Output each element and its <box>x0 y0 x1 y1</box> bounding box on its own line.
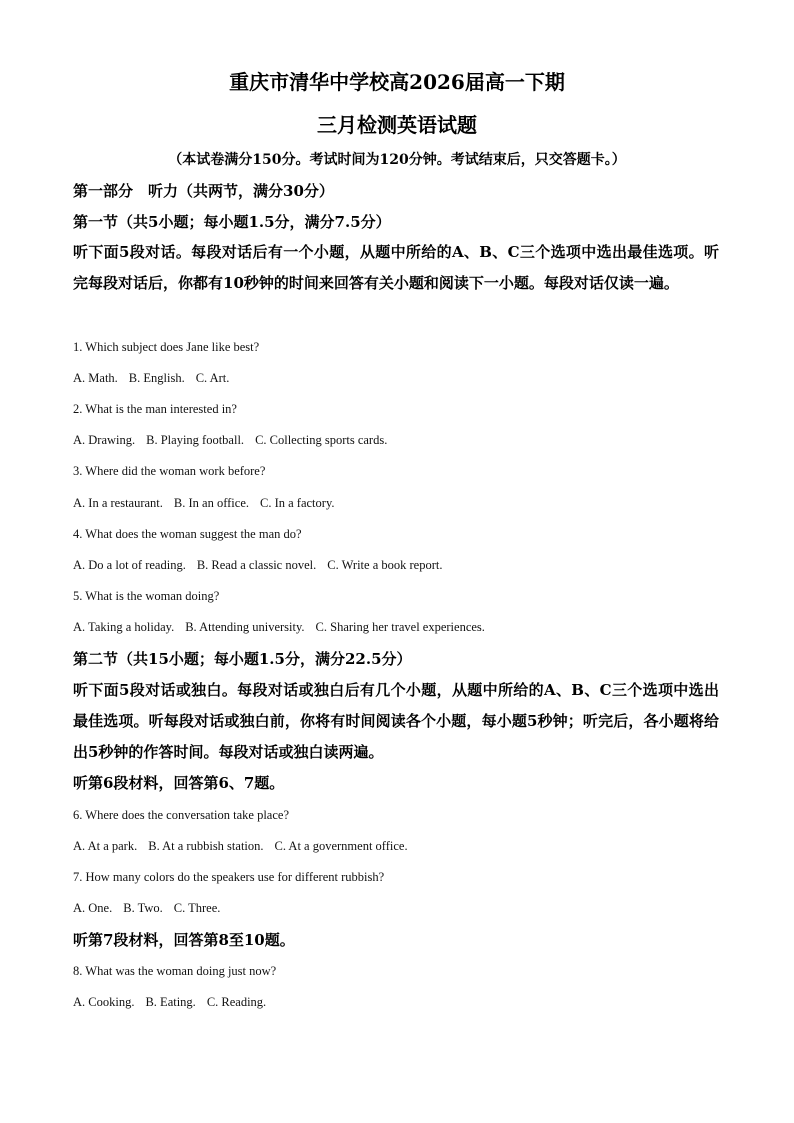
question-1-options <box>73 370 240 386</box>
question-2-option-b: B. Playing football. <box>146 433 245 447</box>
question-3-option-a: A. In a restaurant. <box>73 496 163 510</box>
exam-title-line1: 重庆市清华中学校高2026届高一下期 <box>229 70 565 94</box>
question-6-options <box>73 838 419 854</box>
question-2-stem: 2. What is the man interested in? <box>73 402 237 416</box>
question-1-option-b: B. English. <box>128 371 185 385</box>
section2-heading: 第二节（共15小题；每小题1.5分，满分22.5分） <box>73 650 412 668</box>
question-4-option-c: C. Write a book report. <box>327 558 443 572</box>
question-4-option-a: A. Do a lot of reading. <box>73 558 186 572</box>
question-2-option-a: A. Drawing. <box>73 433 136 447</box>
question-5-option-c: C. Sharing her travel experiences. <box>315 620 485 634</box>
question-6-stem: 6. Where does the conversation take place? <box>73 808 289 822</box>
exam-title-line2: 三月检测英语试题 <box>317 113 477 137</box>
exam-note: （本试卷满分150分。考试时间为120分钟。考试结束后，只交答题卡。） <box>168 152 626 168</box>
question-1-option-a: A. Math. <box>73 371 118 385</box>
material7-heading: 听第7段材料，回答第8至10题。 <box>73 931 295 949</box>
question-7-options <box>73 900 231 916</box>
question-3-option-b: B. In an office. <box>173 496 249 510</box>
question-7-option-c: C. Three. <box>173 901 221 915</box>
question-5-options <box>73 619 496 635</box>
question-8-option-b: B. Eating. <box>145 995 196 1009</box>
question-1-stem: 1. Which subject does Jane like best? <box>73 340 260 354</box>
question-2-option-c: C. Collecting sports cards. <box>255 433 388 447</box>
question-7-stem: 7. How many colors do the speakers use for different rubbish? <box>73 870 385 884</box>
question-4-options <box>73 557 453 573</box>
section1-heading: 第一节（共5小题；每小题1.5分，满分7.5分） <box>73 213 391 231</box>
material6-heading: 听第6段材料，回答第6、7题。 <box>73 774 285 792</box>
question-1-option-c: C. Art. <box>195 371 230 385</box>
question-6-option-c: C. At a government office. <box>274 839 408 853</box>
question-8-option-c: C. Reading. <box>206 995 267 1009</box>
part1-heading: 第一部分 听力（共两节，满分30分） <box>73 182 334 200</box>
question-3-options <box>73 495 346 511</box>
question-4-option-b: B. Read a classic novel. <box>196 558 317 572</box>
question-7-option-b: B. Two. <box>123 901 163 915</box>
question-5-option-b: B. Attending university. <box>185 620 305 634</box>
question-3-stem: 3. Where did the woman work before? <box>73 464 266 478</box>
section1-instructions: 听下面5段对话。每段对话后有一个小题，从题中所给的A、B、C三个选项中选出最佳选项。听完每段对话后，你都有10秒钟的时间来回答有关小题和阅读下一小题。每段对话仅读一遍。 <box>73 243 719 292</box>
question-6-option-b: B. At a rubbish station. <box>148 839 264 853</box>
question-8-stem: 8. What was the woman doing just now? <box>73 964 277 978</box>
question-5-stem: 5. What is the woman doing? <box>73 589 220 603</box>
section2-instructions: 听下面5段对话或独白。每段对话或独白后有几个小题，从题中所给的A、B、C三个选项中选出最佳选项。听每段对话或独白前，你将有时间阅读各个小题，每小题5秒钟；听完后，各小题将给出5秒钟的作答时间。每段对话或独白读两遍。 <box>73 681 719 761</box>
question-4-stem: 4. What does the woman suggest the man do? <box>73 527 302 541</box>
question-8-options <box>73 994 277 1010</box>
question-7-option-a: A. One. <box>73 901 113 915</box>
question-5-option-a: A. Taking a holiday. <box>73 620 175 634</box>
question-2-options <box>73 432 398 448</box>
question-8-option-a: A. Cooking. <box>73 995 135 1009</box>
question-6-option-a: A. At a park. <box>73 839 138 853</box>
question-3-option-c: C. In a factory. <box>260 496 335 510</box>
